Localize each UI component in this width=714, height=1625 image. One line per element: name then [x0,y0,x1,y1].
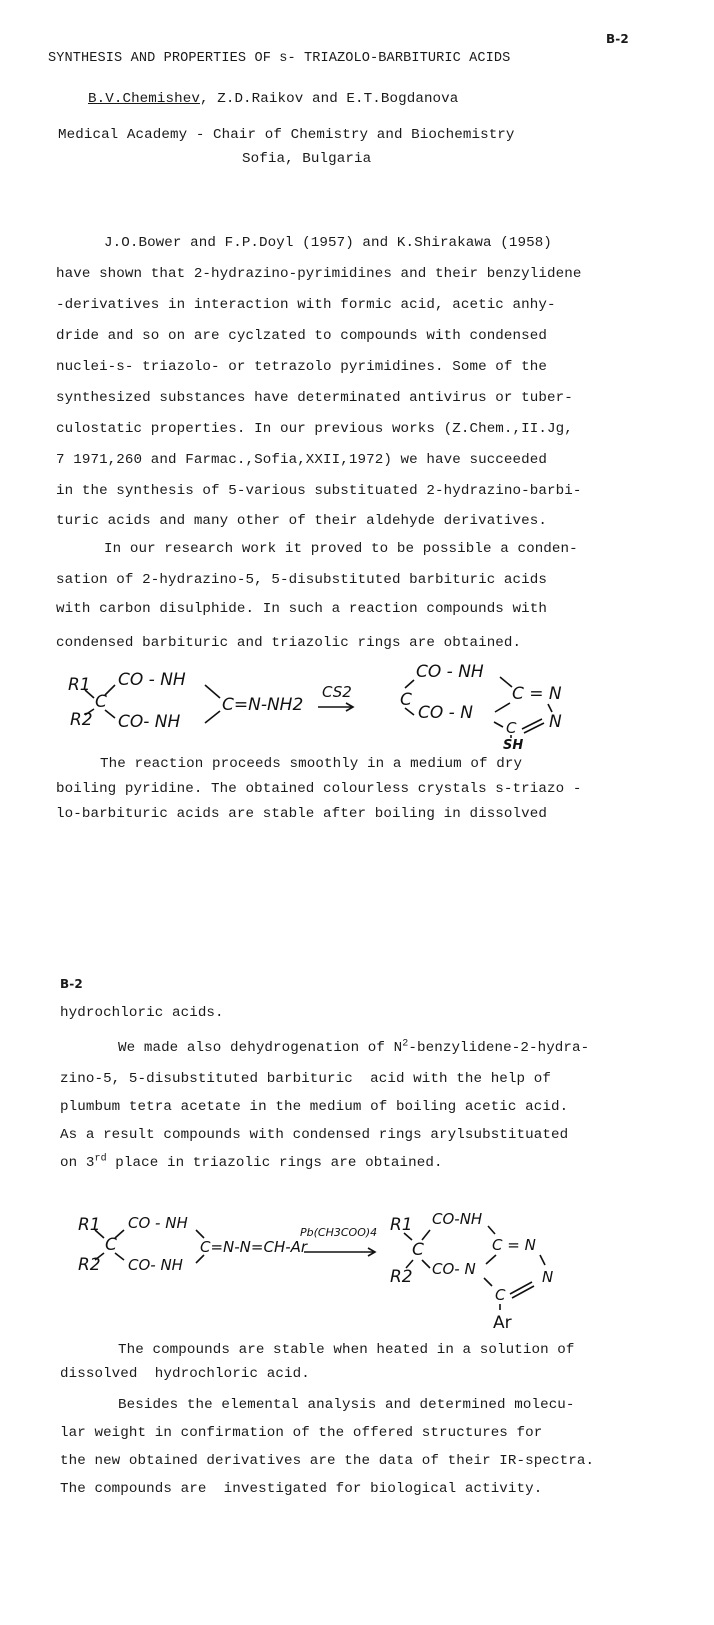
text-line: turic acids and many other of their aldehyde derivatives. [56,513,547,529]
text-line: nuclei-s- triazolo- or tetrazolo pyrimidines. Some of the [56,359,547,375]
text-line [60,1154,443,1172]
text-line: The reaction proceeds smoothly in a medium of dry [100,756,523,772]
text-line: plumbum tetra acetate in the medium of boiling acetic acid. [60,1099,569,1115]
text-span: We made also dehydrogenation of N [118,1040,403,1056]
reaction-scheme-cs2 [0,655,714,751]
text-line: The compounds are stable when heated in a solution of [118,1342,575,1358]
page-label: B-2 [606,32,629,46]
text-line: -derivatives in interaction with formic acid, acetic anhy- [56,297,556,313]
paper-title: SYNTHESIS AND PROPERTIES OF s- TRIAZOLO-BARBITURIC ACIDS [48,51,511,66]
product-n-atom: N [542,1268,554,1286]
city: Sofia, Bulgaria [242,151,372,167]
text-line: zino-5, 5-disubstituted barbituric acid with the help of [60,1071,551,1087]
text-line [118,1039,589,1057]
lead-author: B.V.Chemishev [88,91,200,107]
hydrazone-group: C=N-N=CH-Ar [200,1238,308,1256]
co-nh-bottom: CO- NH [118,712,181,732]
text-line: lar weight in confirmation of the offered structures for [60,1425,543,1441]
product-c-n: C = N [492,1236,536,1254]
product-co-n: CO- N [432,1260,476,1278]
reagent-label: Pb(CH3COO)4 [300,1226,378,1239]
text-span: -benzylidene-2-hydra- [408,1040,590,1056]
text-line: in the synthesis of 5-various substituated 2-hydrazino-barbi- [56,483,582,499]
product-c2-atom: C [495,1286,506,1304]
product-r2: R2 [390,1267,413,1287]
product-co-nh: CO - NH [416,662,484,682]
text-line: condensed barbituric and triazolic rings are obtained. [56,635,522,651]
text-line: dissolved hydrochloric acid. [60,1366,310,1382]
text-span: 3 [85,1155,95,1171]
text-line: have shown that 2-hydrazino-pyrimidines and their benzylidene [56,266,582,282]
product-c-n: C = N [512,684,562,704]
r1-label: R1 [78,1215,101,1235]
product-c-atom: C [412,1240,424,1260]
hydrazone-group: C=N-NH2 [222,695,304,715]
r1-label: R1 [68,675,91,695]
text-line: synthesized substances have determinated antivirus or tuber- [56,390,573,406]
text-span: place in triazolic rings are obtained. [106,1155,443,1171]
authors [88,90,458,108]
text-line: the new obtained derivatives are the data of their IR-spectra. [60,1453,595,1469]
co-nh-top: CO - NH [128,1214,188,1232]
c-atom: C [95,692,107,712]
co-nh-bottom: CO- NH [128,1256,183,1274]
product-sh-group: SH [503,738,524,751]
product-r1: R1 [390,1215,413,1235]
reaction-scheme-lead-acetate [0,1200,714,1335]
text-line: boiling pyridine. The obtained colourless crystals s-triazo - [56,781,582,797]
reagent-label: CS2 [322,683,352,701]
product-co-nh: CO-NH [432,1210,483,1228]
c-atom: C [105,1235,117,1255]
co-nh-top: CO - NH [118,670,186,690]
text-line: The compounds are investigated for biological activity. [60,1481,543,1497]
text-line: J.O.Bower and F.P.Doyl (1957) and K.Shirakawa (1958) [104,235,552,251]
product-n-atom: N [549,712,562,732]
page-label: B-2 [60,977,83,991]
text-line: In our research work it proved to be possible a conden- [104,541,578,557]
text-line: lo-barbituric acids are stable after boiling in dissolved [56,806,547,822]
text-line: sation of 2-hydrazino-5, 5-disubstituted barbituric acids [56,572,547,588]
superscript: 2 [402,1038,409,1050]
r2-label: R2 [78,1255,101,1275]
product-c2-atom: C [506,719,517,737]
co-authors: , Z.D.Raikov and E.T.Bogdanova [199,91,459,107]
product-c-atom: C [400,690,412,710]
text-line: 7 1971,260 and Farmac.,Sofia,XXII,1972) we have succeeded [56,452,547,468]
text-line: hydrochloric acids. [60,1005,224,1021]
product-ar-group: Ar [493,1313,512,1333]
r2-label: R2 [70,710,93,730]
text-line: with carbon disulphide. In such a reaction compounds with [56,601,547,617]
text-line: culostatic properties. In our previous works (Z.Chem.,II.Jg, [56,421,573,437]
text-line: Besides the elemental analysis and determined molecu- [118,1397,575,1413]
text-span: on [60,1155,86,1171]
text-line: dride and so on are cyclzated to compounds with condensed [56,328,547,344]
product-co-n: CO - N [418,703,473,723]
affiliation: Medical Academy - Chair of Chemistry and Biochemistry [58,127,515,143]
superscript: rd [94,1153,107,1165]
text-line: As a result compounds with condensed rings arylsubstituated [60,1127,569,1143]
